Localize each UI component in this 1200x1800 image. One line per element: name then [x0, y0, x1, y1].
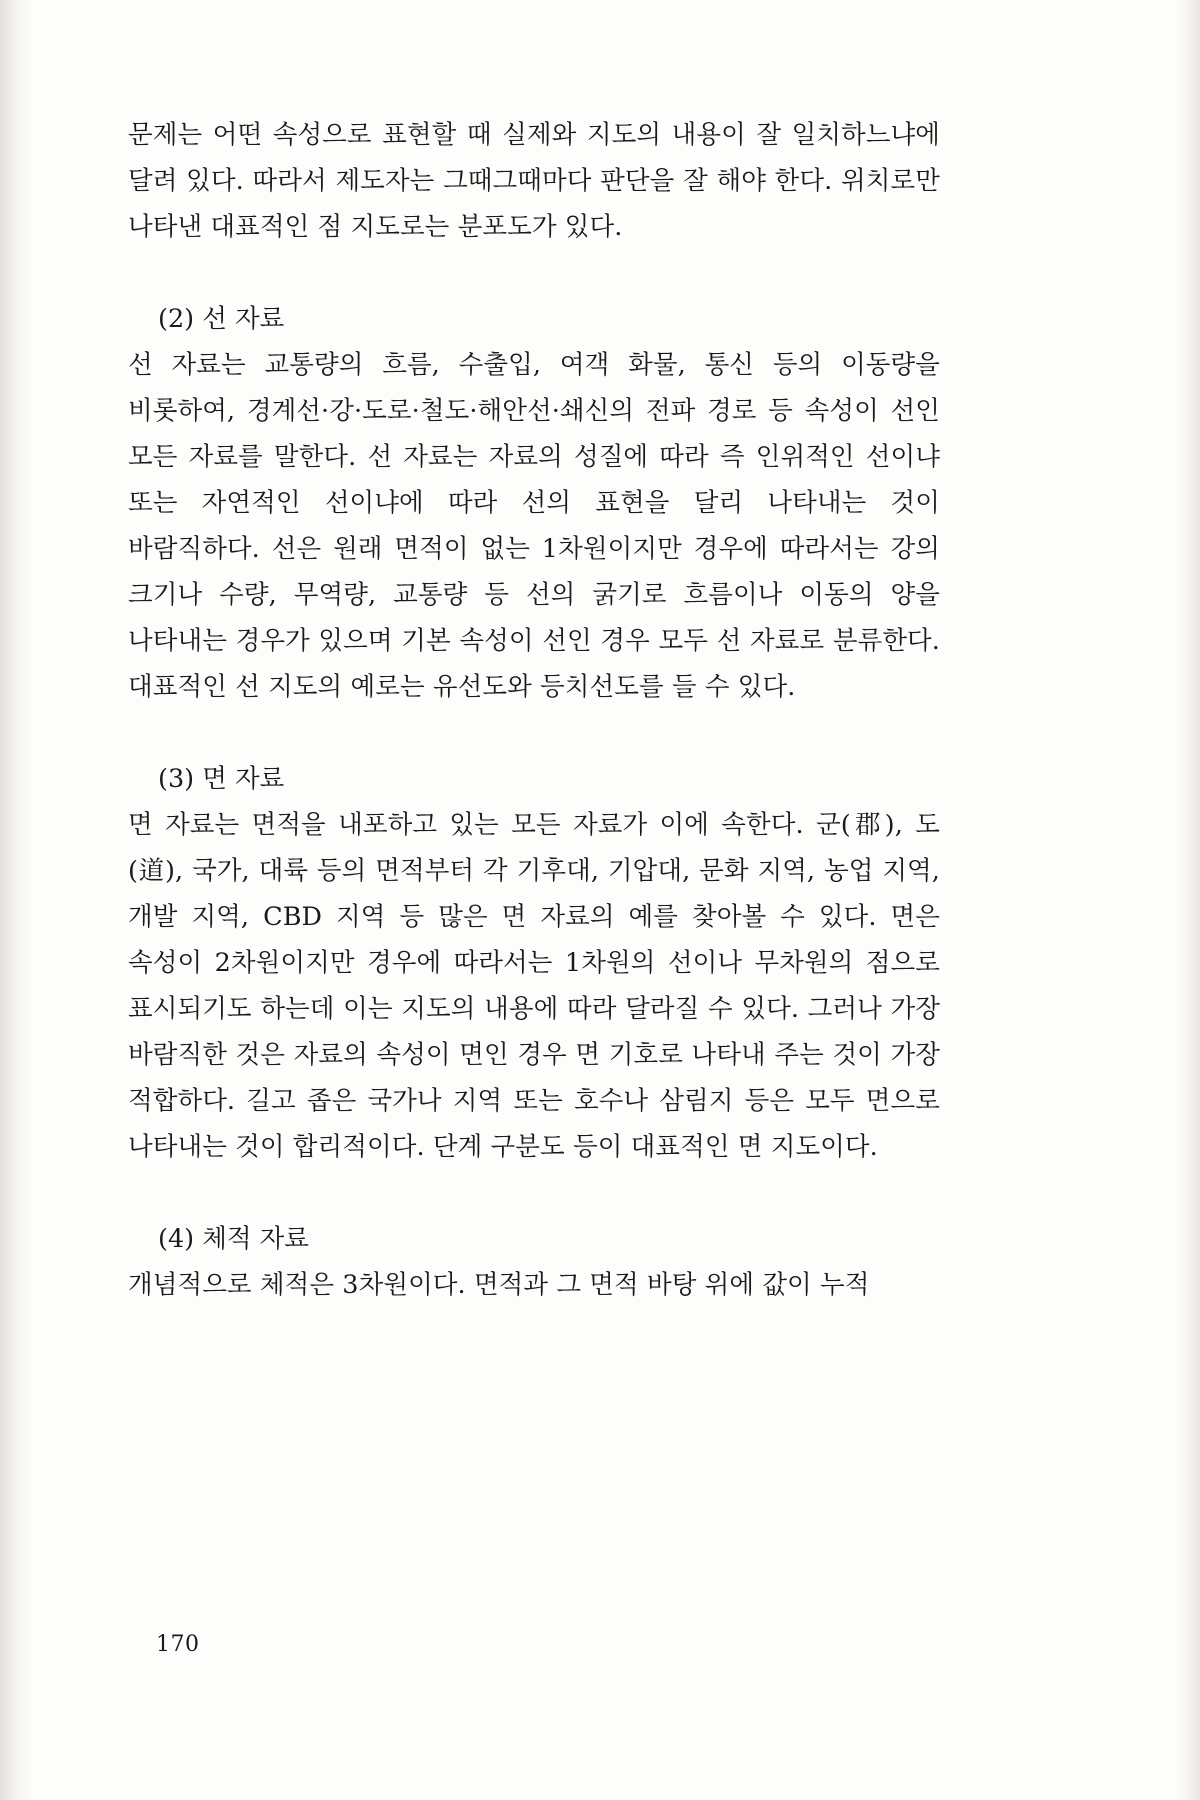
page-body-text — [128, 112, 940, 1308]
paragraph-intro: 문제는 어떤 속성으로 표현할 때 실제와 지도의 내용이 잘 일치하느냐에 달려 있다. 따라서 제도자는 그때그때마다 판단을 잘 해야 한다. 위치로만 나타낸 대표적인 점 지도로는 분포도가 있다. — [128, 120, 940, 242]
section-heading-line-data: (2) 선 자료 — [158, 304, 285, 334]
paragraph-area-data: 면 자료는 면적을 내포하고 있는 모든 자료가 이에 속한다. 군(郡), 도(道), 국가, 대륙 등의 면적부터 각 기후대, 기압대, 문화 지역, 농업 지역, 개발 지역, CBD 지역 등 많은 면 자료의 예를 찾아볼 수 있다. 면은 속성이 2차원이지만 경우에 따라서는 1차원의 선이나 무차원의 점으로 표시되기도 하는데 이는 지도의 내용에 따라 달라질 수 있다. 그러나 가장 바람직한 것은 자료의 속성이 면인 경우 면 기호로 나타내 주는 것이 가장 적합하다. 길고 좁은 국가나 지역 또는 호수나 삼림지 등은 모두 면으로 나타내는 것이 합리적이다. 단계 구분도 등이 대표적인 면 지도이다. — [128, 810, 940, 1162]
page-number: 170 — [156, 1632, 200, 1657]
section-heading-volume-data: (4) 체적 자료 — [158, 1224, 309, 1254]
paragraph-volume-data: 개념적으로 체적은 3차원이다. 면적과 그 면적 바탕 위에 값이 누적 — [128, 1270, 870, 1300]
section-spacer — [128, 710, 940, 756]
section-spacer — [128, 250, 940, 296]
section-heading-area-data: (3) 면 자료 — [158, 764, 285, 794]
section-spacer — [128, 1170, 940, 1216]
paragraph-line-data: 선 자료는 교통량의 흐름, 수출입, 여객 화물, 통신 등의 이동량을 비롯하여, 경계선·강·도로·철도·해안선·쇄신의 전파 경로 등 속성이 선인 모든 자료를 말한다. 선 자료는 자료의 성질에 따라 즉 인위적인 선이냐 또는 자연적인 선이냐에 따라 선의 표현을 달리 나타내는 것이 바람직하다. 선은 원래 면적이 없는 1차원이지만 경우에 따라서는 강의 크기나 수량, 무역량, 교통량 등 선의 굵기로 흐름이나 이동의 양을 나타내는 경우가 있으며 기본 속성이 선인 경우 모두 선 자료로 분류한다. 대표적인 선 지도의 예로는 유선도와 등치선도를 들 수 있다. — [128, 350, 940, 702]
